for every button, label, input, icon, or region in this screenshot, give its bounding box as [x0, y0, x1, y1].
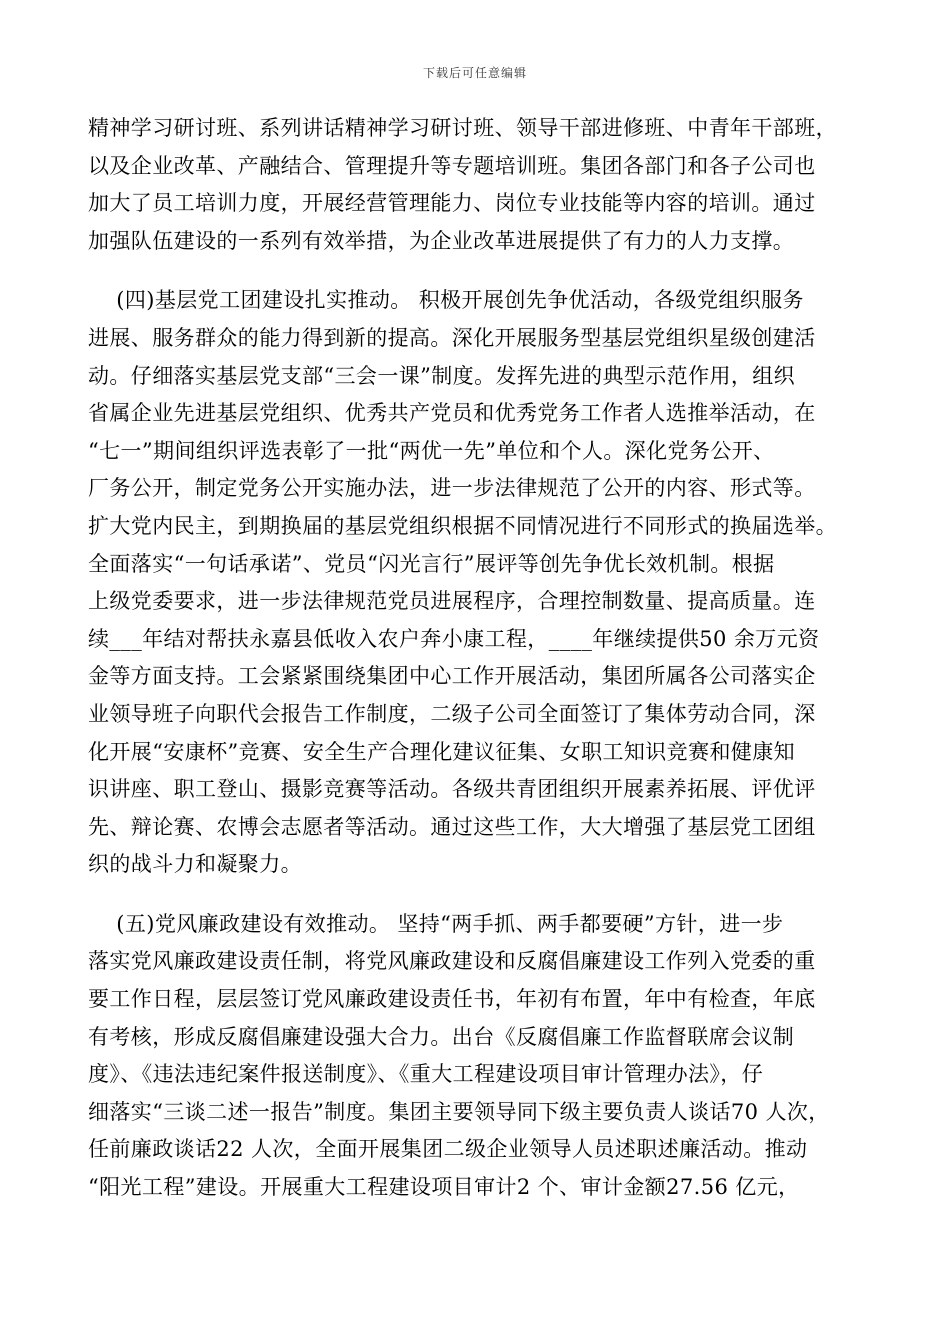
- page-header-note: 下载后可任意编辑: [422, 66, 527, 80]
- text-line: 细落实“三谈二述一报告”制度。集团主要领导同下级主要负责人谈话70 人次，: [88, 1099, 830, 1124]
- text-line: (五)党风廉政建设有效推动。 坚持“两手抓、两手都要硬”方针，进一步: [88, 911, 784, 936]
- text-line: 任前廉政谈话22 人次，全面开展集团二级企业领导人员述职述廉活动。推动: [88, 1137, 808, 1162]
- paragraph-gap: [88, 260, 868, 282]
- text-line: 有考核，形成反腐倡廉建设强大合力。出台《反腐倡廉工作监督联席会议制: [88, 1024, 795, 1049]
- text-line: 织的战斗力和凝聚力。: [88, 852, 302, 877]
- text-line: (四)基层党工团建设扎实推动。 积极开展创先争优活动，各级党组织服务: [88, 288, 804, 313]
- text-line: 进展、服务群众的能力得到新的提高。深化开展服务型基层党组织星级创建活: [88, 325, 816, 350]
- text-line: 省属企业先进基层党组织、优秀共产党员和优秀党务工作者人选推举活动，在: [88, 401, 816, 426]
- paragraph-training: [88, 110, 868, 260]
- text-line: 续___年结对帮扶永嘉县低收入农户奔小康工程，____年继续提供50 余万元资: [88, 626, 820, 651]
- text-line: 全面落实“一句话承诺”、党员“闪光言行”展评等创先争优长效机制。根据: [88, 551, 775, 576]
- text-line: 扩大党内民主，到期换届的基层党组织根据不同情况进行不同形式的换届选举。: [88, 513, 837, 538]
- text-line: 识讲座、职工登山、摄影竞赛等活动。各级共青团组织开展素养拓展、评优评: [88, 777, 816, 802]
- text-line: 加大了员工培训力度，开展经营管理能力、岗位专业技能等内容的培训。通过: [88, 191, 816, 216]
- text-line: 金等方面支持。工会紧紧围绕集团中心工作开展活动，集团所属各公司落实企: [88, 664, 816, 689]
- text-line: 业领导班子向职代会报告工作制度，二级子公司全面签订了集体劳动合同，深: [88, 701, 816, 726]
- text-line: 先、辩论赛、农博会志愿者等活动。通过这些工作，大大增强了基层党工团组: [88, 814, 816, 839]
- paragraph-party-building: [88, 282, 868, 884]
- text-line: 化开展“安康杯”竞赛、安全生产合理化建议征集、女职工知识竞赛和健康知: [88, 739, 796, 764]
- text-line: 度》、《违法违纪案件报送制度》、《重大工程建设项目审计管理办法》，仔: [88, 1062, 764, 1087]
- paragraph-gap: [88, 884, 868, 906]
- text-line: “阳光工程”建设。开展重大工程建设项目审计2 个、审计金额27.56 亿元，: [88, 1175, 800, 1200]
- text-line: 上级党委要求，进一步法律规范党员进展程序，合理控制数量、提高质量。连: [88, 589, 816, 614]
- text-line: 精神学习研讨班、系列讲话精神学习研讨班、领导干部进修班、中青年干部班，: [88, 116, 837, 140]
- text-line: 以及企业改革、产融结合、管理提升等专题培训班。集团各部门和各子公司也: [88, 153, 816, 178]
- paragraph-clean-governance: [88, 906, 868, 1207]
- document-body: [88, 110, 868, 1207]
- text-line: “七一”期间组织评选表彰了一批“两优一先”单位和个人。深化党务公开、: [88, 438, 775, 463]
- text-line: 动。仔细落实基层党支部“三会一课”制度。发挥先进的典型示范作用，组织: [88, 363, 796, 388]
- text-line: 要工作日程，层层签订党风廉政建设责任书，年初有布置，年中有检查，年底: [88, 987, 816, 1012]
- text-line: 加强队伍建设的一系列有效举措，为企业改革进展提供了有力的人力支撑。: [88, 228, 795, 253]
- text-line: 落实党风廉政建设责任制，将党风廉政建设和反腐倡廉建设工作列入党委的重: [88, 949, 816, 974]
- text-line: 厂务公开，制定党务公开实施办法，进一步法律规范了公开的内容、形式等。: [88, 476, 816, 501]
